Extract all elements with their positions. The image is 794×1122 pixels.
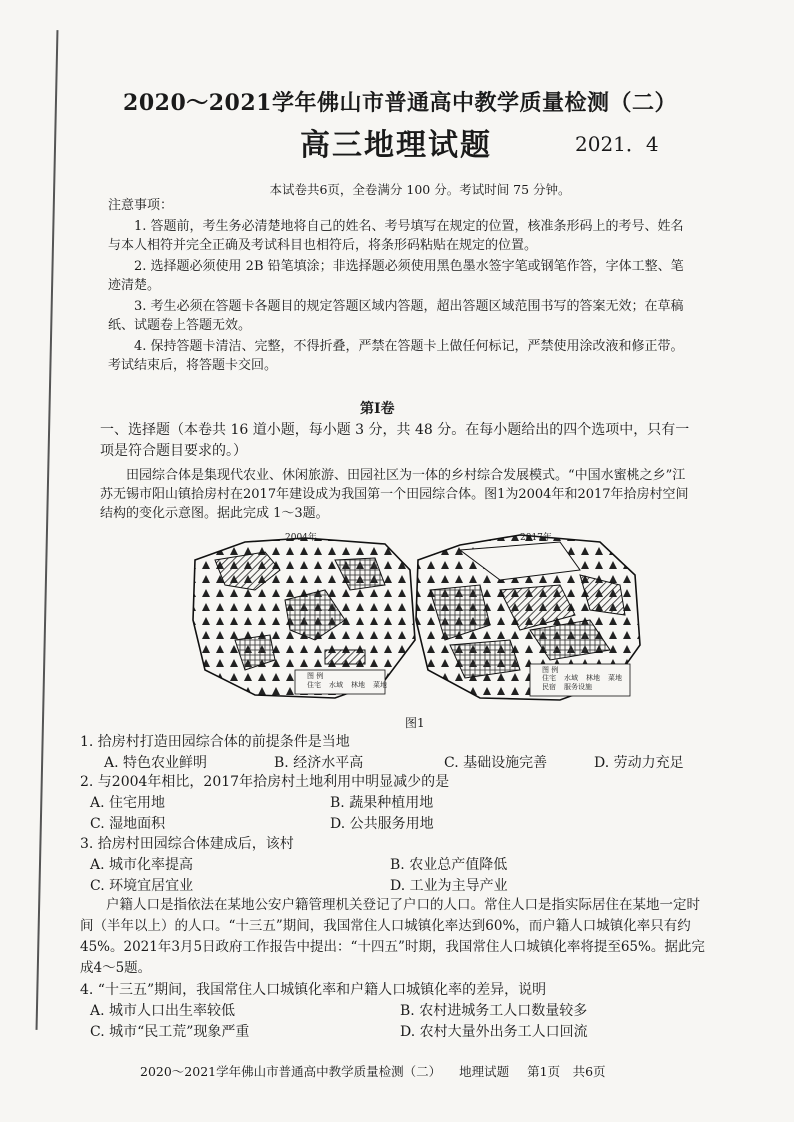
question-1-stem: 1. 拾房村打造田园综合体的前提条件是当地	[80, 734, 350, 750]
section-juan: 第Ⅰ卷	[360, 401, 395, 417]
option-c: C. 基础设施完善	[444, 755, 548, 771]
note-item-1: 1. 答题前，考生务必清楚地将自己的姓名、考号填写在规定的位置，核准条形码上的考号、姓名与本人相符并完全正确及考试科目也相符后，将条形码粘贴在规定的位置。	[108, 219, 684, 253]
option-c: C. 湿地面积	[90, 816, 166, 832]
note-item-4: 4. 保持答题卡清洁、完整，不得折叠，严禁在答题卡上做任何标记，严禁使用涂改液和修正带。考试结束后，将答题卡交回。	[108, 339, 684, 373]
option-a: A. 特色农业鲜明	[104, 755, 208, 771]
legend-item: 水域	[564, 674, 578, 682]
legend-item: 住宅	[307, 681, 321, 689]
map-2017-year: 2017年	[520, 533, 552, 543]
exam-subtitle: 高三地理试题	[300, 128, 492, 163]
legend-item: 住宅	[542, 674, 556, 682]
option-d: D. 公共服务用地	[330, 816, 434, 832]
scan-edge-line	[36, 30, 59, 1030]
passage-2	[80, 895, 710, 979]
option-d: D. 工业为主导产业	[390, 878, 508, 894]
option-b: B. 经济水平高	[274, 755, 364, 771]
footer-title: 2020～2021学年佛山市普通高中教学质量检测（二）	[140, 1064, 442, 1079]
option-a: A. 城市化率提高	[90, 857, 194, 873]
question-2-options-row2	[80, 814, 700, 835]
legend-item: 水域	[329, 681, 343, 689]
question-4-options-row1	[80, 1001, 700, 1022]
question-3-options-row1	[80, 855, 700, 876]
map-2004	[185, 530, 425, 710]
map-2017	[410, 530, 650, 710]
legend-item: 林地	[351, 681, 365, 689]
map-2004-legend	[307, 672, 397, 690]
legend-title: 图 例	[542, 666, 559, 674]
question-2	[80, 772, 700, 835]
option-d: D. 农村大量外出务工人口回流	[400, 1024, 588, 1040]
option-a: A. 住宅用地	[90, 795, 166, 811]
option-a: A. 城市人口出生率较低	[90, 1003, 236, 1019]
option-b: B. 农业总产值降低	[390, 857, 508, 873]
option-c: C. 环境宜居宜业	[90, 878, 194, 894]
footer-subject: 地理试题	[459, 1064, 510, 1079]
legend-item: 林地	[586, 674, 600, 682]
map-2004-year: 2004年	[285, 533, 317, 543]
note-item-3: 3. 考生必须在答题卡各题目的规定答题区域内答题，超出答题区域范围书写的答案无效；在草稿纸、试题卷上答题无效。	[108, 299, 684, 333]
question-4-options-row2	[80, 1022, 700, 1043]
legend-item: 民宿	[542, 683, 556, 691]
question-3	[80, 834, 700, 897]
section-heading	[100, 420, 690, 462]
question-2-options-row1	[80, 793, 700, 814]
map-2017-legend	[542, 666, 632, 691]
option-b: B. 蔬果种植用地	[330, 795, 434, 811]
passage-2-text: 户籍人口是指依法在某地公安户籍管理机关登记了户口的人口。常住人口是指实际居住在某地一定时间（半年以上）的人口。“十三五”期间，我国常住人口城镇化率达到60%，而户籍人口城镇化率只有约45%。2021年3月5日政府工作报告中提出：“十四五”时期，我国常住人口城镇化率将提至65%。据此完成4～5题。	[80, 897, 705, 976]
passage-1	[100, 466, 694, 523]
option-c: C. 城市“民工荒”现象严重	[90, 1024, 250, 1040]
question-3-stem: 3. 拾房村田园综合体建成后，该村	[80, 836, 294, 852]
exam-date: 2021．4	[575, 132, 659, 156]
legend-title: 图 例	[307, 672, 324, 680]
note-item-2: 2. 选择题必须使用 2B 铅笔填涂；非选择题必须使用黑色墨水签字笔或钢笔作答，字体工整、笔迹清楚。	[108, 259, 684, 293]
passage-1-text: 田园综合体是集现代农业、休闲旅游、田园社区为一体的乡村综合发展模式。“中国水蜜桃之乡”江苏无锡市阳山镇拾房村在2017年建设成为我国第一个田园综合体。图1为2004年和2017年拾房村空间结构的变化示意图。据此完成 1～3题。	[100, 468, 689, 521]
footer-page: 第1页 共6页	[527, 1064, 606, 1079]
section-heading-text: 一、选择题（本卷共 16 道小题，每小题 3 分，共 48 分。在每小题给出的四个选项中，只有一项是符合题目要求的。）	[100, 422, 690, 459]
question-2-stem: 2. 与2004年相比，2017年拾房村土地利用中明显减少的是	[80, 774, 450, 790]
question-1-options	[80, 753, 700, 774]
legend-item: 菜地	[608, 674, 622, 682]
question-4-stem: 4. “十三五”期间，我国常住人口城镇化率和户籍人口城镇化率的差异，说明	[80, 982, 547, 998]
exam-info: 本试卷共6页，全卷满分 100 分。考试时间 75 分钟。	[269, 182, 571, 197]
page-footer	[140, 1062, 680, 1080]
question-4	[80, 980, 700, 1043]
legend-item: 菜地	[373, 681, 387, 689]
figure-caption: 图1	[405, 716, 425, 730]
notes-block	[108, 196, 688, 377]
notes-heading: 注意事项：	[108, 198, 174, 213]
exam-title: 2020～2021学年佛山市普通高中教学质量检测（二）	[123, 90, 677, 116]
legend-item: 服务设施	[564, 683, 592, 691]
question-3-options-row2	[80, 876, 700, 897]
option-b: B. 农村进城务工人口数量较多	[400, 1003, 588, 1019]
option-d: D. 劳动力充足	[594, 755, 684, 771]
question-1	[80, 732, 700, 774]
